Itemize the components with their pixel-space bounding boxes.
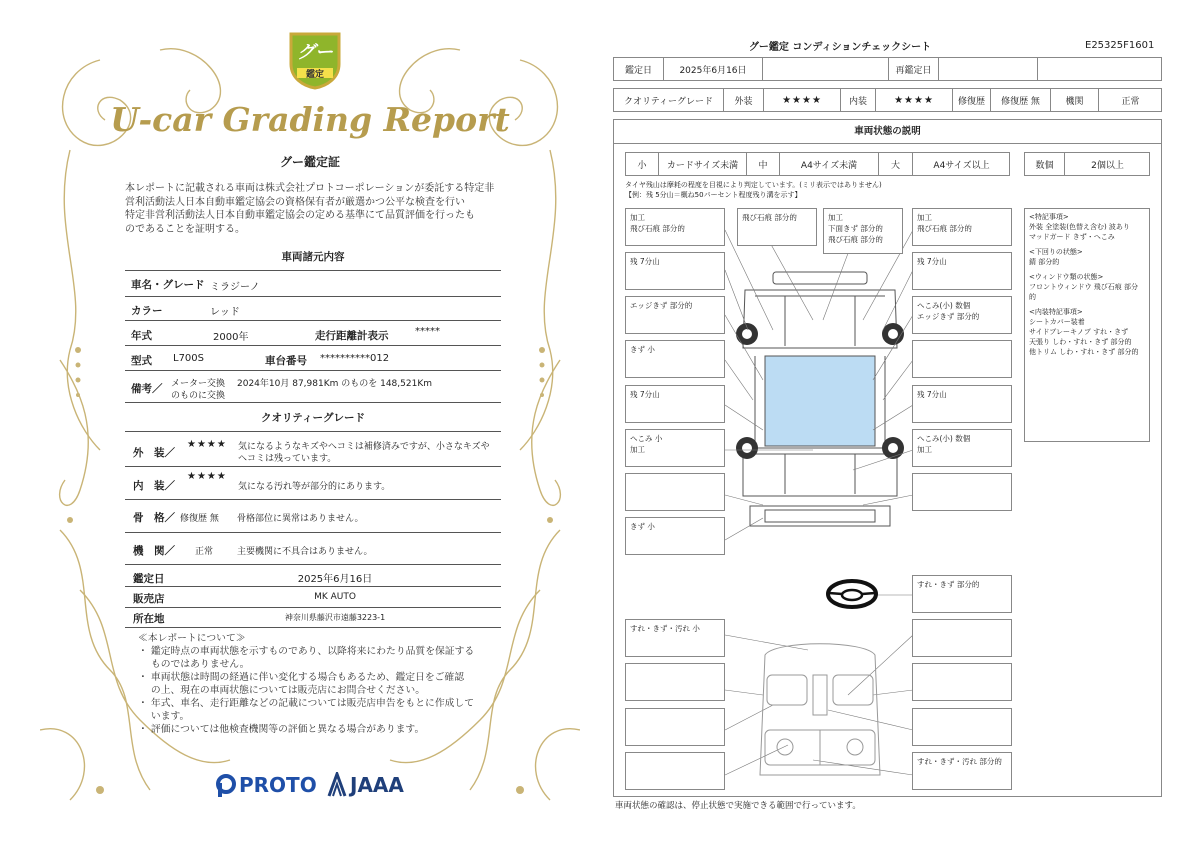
engine-label: 機関 [1051,89,1099,111]
exterior-desc-2: ヘコミは残っています。 [238,454,337,464]
engine-value: 正常 [195,547,214,557]
redate-blank [1038,58,1162,80]
damage-box-rear-right [912,429,1012,467]
size-legend [625,152,1010,176]
damage-text: 加工 下面きず 部分的 飛び石痕 部分的 [828,213,883,244]
spec-row-color [125,297,501,321]
damage-text: エッジきず 部分的 [630,301,693,310]
year-value: 2000年 [213,332,249,343]
damage-box-tire-front-right [912,252,1012,290]
damage-text: すれ・きず・汚れ 部分的 [917,757,1002,766]
damage-text: 残 7分山 [630,390,660,399]
name-value: ミラジーノ [210,282,260,293]
appraisal-date-row [125,565,501,587]
damage-text: へこみ 小 加工 [630,434,663,454]
quality-title: クオリティーグレード [125,410,501,432]
proto-mark-icon [215,773,237,797]
note-line: ものではありません。 [138,659,250,670]
interior-box-8 [912,708,1012,746]
certificate-title: グー鑑定証 [279,155,340,169]
size-large: 大 [879,153,913,175]
interior-box-1 [625,619,725,657]
qg-label: クオリティーグレード [614,89,724,111]
size-mid: 中 [747,153,780,175]
note-line: ・ 車両状態は時間の経過に伴い変化する場合もあるため、鑑定日をご確認 [138,672,465,683]
redate-label: 再鑑定日 [889,58,939,80]
damage-text: きず 小 [630,345,655,354]
name-label: 車名・グレード [131,279,205,291]
location-value: 神奈川県藤沢市遠藤3223-1 [284,613,386,622]
proto-text: PROTO [239,773,317,797]
footer-note: 車両状態の確認は、停止状態で実施できる範囲で行っています。 [615,801,861,811]
frame-desc: 骨格部位に異常はありません。 [237,514,364,524]
specs-title: 車両諸元内容 [125,249,501,271]
damage-text: きず 小 [630,522,655,531]
note-line: ・ 年式、車名、走行距離などの記載については販売店申告をもとに作成して [138,698,475,709]
notes-line: サイドブレーキノブ すれ・きず [1029,328,1129,336]
spec-row-model [125,346,501,371]
remarks-value: 2024年10月 87,981Km のものを 148,521Km [237,379,432,389]
interior-desc: 気になる汚れ等が部分的にあります。 [238,482,391,492]
note-line: います。 [138,711,190,722]
note-line: ・ 鑑定時点の車両状態を示すものであり、以降将来にわたり品質を保証する [138,646,475,657]
interior-box-7 [912,663,1012,701]
notes-line: <下回りの状態> [1029,248,1083,256]
date-blank [763,58,889,80]
damage-box-left-fender [625,296,725,334]
quality-frame [125,500,501,533]
date-label: 鑑定日 [614,58,664,80]
notes-line: マッドガード きず・へこみ [1029,233,1115,241]
count-label: 数個 [1025,153,1065,175]
notes-title: ≪本レポートについて≫ [138,633,246,644]
int-stars: ★★★★ [876,89,953,111]
interior-diagram [745,635,895,785]
quality-row [613,88,1162,112]
shop-value: MK AUTO [314,592,356,602]
interior-box-headliner [912,752,1012,790]
engine-value: 正常 [1121,96,1140,107]
damage-text: へこみ(小) 数個 加工 [917,434,971,454]
intro-line: 本レポートに記載される車両は株式会社プロトコーポレーションが委託する特定非 [125,183,495,194]
damage-text: すれ・きず 部分的 [917,580,980,589]
notes-line: フロントウィンドウ 飛び石痕 部分的 [1029,283,1139,301]
intro-line: 特定非営利活動法人日本自動車鑑定協会の定める基準にて品質評価を行ったも [125,210,475,221]
damage-box-left-door [625,340,725,378]
quality-engine [125,533,501,565]
odometer-value: ***** [415,326,440,337]
damage-box-front-bumper [823,208,903,254]
ext-label: 外装 [724,89,764,111]
steering-wheel-icon [826,578,878,610]
repair-label: 修復歴 [953,89,991,111]
color-value: レッド [210,307,240,318]
size-small: 小 [626,153,659,175]
jaaa-text: JAAA [350,773,404,797]
interior-box-4 [625,752,725,790]
model-label: 型式 [131,355,152,367]
notes-line: 天張り しわ・すれ・きず 部分的 [1029,338,1132,346]
interior-box-3 [625,708,725,746]
note-line: ・ 評価については他検査機関等の評価と異なる場合があります。 [138,724,425,735]
damage-box-tire-rear-right [912,385,1012,423]
quality-exterior [125,432,501,467]
engine-label: 機 関／ [133,545,175,557]
spec-row-year [125,321,501,346]
damage-box-right-fender [912,296,1012,334]
notes-line: 外装 全塗装(色替え含む) 波あり [1029,223,1130,231]
remarks-type-1: メーター交換 [171,379,226,389]
remarks-label: 備考／ [131,383,163,395]
logo-text: グー [297,42,333,63]
interior-box-2 [625,663,725,701]
location-label: 所在地 [133,613,165,625]
report-script-title: U-car Grading Report [110,100,510,139]
interior-box-6 [912,619,1012,657]
damage-box-front-left [625,208,725,246]
desc-title: 車両状態の説明 [614,120,1161,144]
shop-label: 販売店 [133,593,165,605]
proto-logo [215,770,317,800]
jaaa-mark-icon [327,772,347,798]
damage-text: 残 7分山 [917,257,947,266]
color-label: カラー [131,305,163,317]
chassis-label: 車台番号 [265,355,307,367]
count-desc: 2個以上 [1091,160,1124,171]
intro-line: 営利活動法人日本自動車鑑定協会の資格保有者が厳選かつ公平な検査を行い [125,196,465,208]
interior-stars: ★★★★ [187,471,227,482]
redate-value [939,58,1038,80]
int-label: 内装 [841,89,876,111]
damage-text: へこみ(小) 数個 エッジきず 部分的 [917,301,980,321]
date-value: 2025年6月16日 [664,58,763,80]
special-notes-box [1024,208,1150,442]
repair-value: 修復歴 無 [991,89,1051,111]
damage-box-right-door [912,340,1012,378]
model-value: L700S [173,353,205,364]
damage-text: 飛び石痕 部分的 [742,213,797,222]
quality-interior [125,467,501,500]
frame-value: 修復歴 無 [180,514,219,524]
intro-line: のであることを証明する。 [125,223,245,235]
notes-line: 他トリム しわ・すれ・きず 部分的 [1029,348,1139,356]
frame-label: 骨 格／ [133,512,175,524]
notes-line: <内装特記事項> [1029,308,1083,316]
goo-appraisal-logo [287,30,343,90]
jaaa-logo [327,770,404,800]
spec-row-name [125,271,501,297]
odometer-label: 走行距離計表示 [315,330,389,342]
damage-box-left-7 [625,473,725,511]
interior-box-steering [912,575,1012,613]
year-label: 年式 [131,330,152,342]
damage-box-windshield [737,208,817,246]
sheet-id: E25325F1601 [1085,40,1155,51]
certificate-intro [125,182,505,236]
exterior-desc-1: 気になるようなキズやヘコミは補修済みですが、小さなキズや [238,442,490,452]
size-small-desc: カードサイズ未満 [659,153,747,175]
remarks-type-2: のものに交換 [171,391,226,401]
damage-box-right-7 [912,473,1012,511]
damage-box-rear-bumper [625,517,725,555]
tire-note-line: 【例：残 5分山＝概ね50パーセント程度残り溝を示す】 [625,191,802,199]
spec-row-remarks [125,371,501,403]
exterior-stars: ★★★★ [187,439,227,450]
damage-text: すれ・きず・汚れ 小 [630,624,700,633]
damage-box-tire-rear-left [625,385,725,423]
size-large-desc: A4サイズ以上 [933,160,990,171]
damage-text: 加工 飛び石痕 部分的 [630,213,685,233]
damage-text: 加工 飛び石痕 部分的 [917,213,972,233]
damage-box-front-right [912,208,1012,246]
date-row [613,57,1162,81]
interior-label: 内 装／ [133,480,175,492]
report-notes [138,632,508,736]
damage-box-tire-front-left [625,252,725,290]
notes-line: <特記事項> [1029,213,1069,221]
tire-note-line: タイヤ残山は摩耗の程度を目視により判定しています。(ミリ表示ではありません) [625,181,882,189]
logo-subtext: 鑑定 [305,70,324,80]
shop-row [125,587,501,608]
tire-note [625,180,882,200]
damage-text: 残 7分山 [630,257,660,266]
chassis-value: **********012 [320,353,390,364]
appraisal-date-value: 2025年6月16日 [297,574,373,585]
sheet-title: グー鑑定 コンディションチェックシート [748,42,932,53]
note-line: の上、現在の車両状態については販売店にお問合せください。 [138,685,426,696]
damage-box-rear-left [625,429,725,467]
notes-line: <ウィンドウ類の状態> [1029,273,1104,281]
ext-stars: ★★★★ [764,89,841,111]
damage-text: 残 7分山 [917,390,947,399]
notes-line: 錆 部分的 [1029,258,1060,266]
exterior-label: 外 装／ [133,447,175,459]
engine-desc: 主要機関に不具合はありません。 [237,547,373,557]
count-legend [1024,152,1150,176]
notes-line: シートカバー装着 [1029,318,1085,326]
appraisal-date-label: 鑑定日 [133,573,165,585]
location-row [125,608,501,628]
size-mid-desc: A4サイズ未満 [780,153,879,175]
